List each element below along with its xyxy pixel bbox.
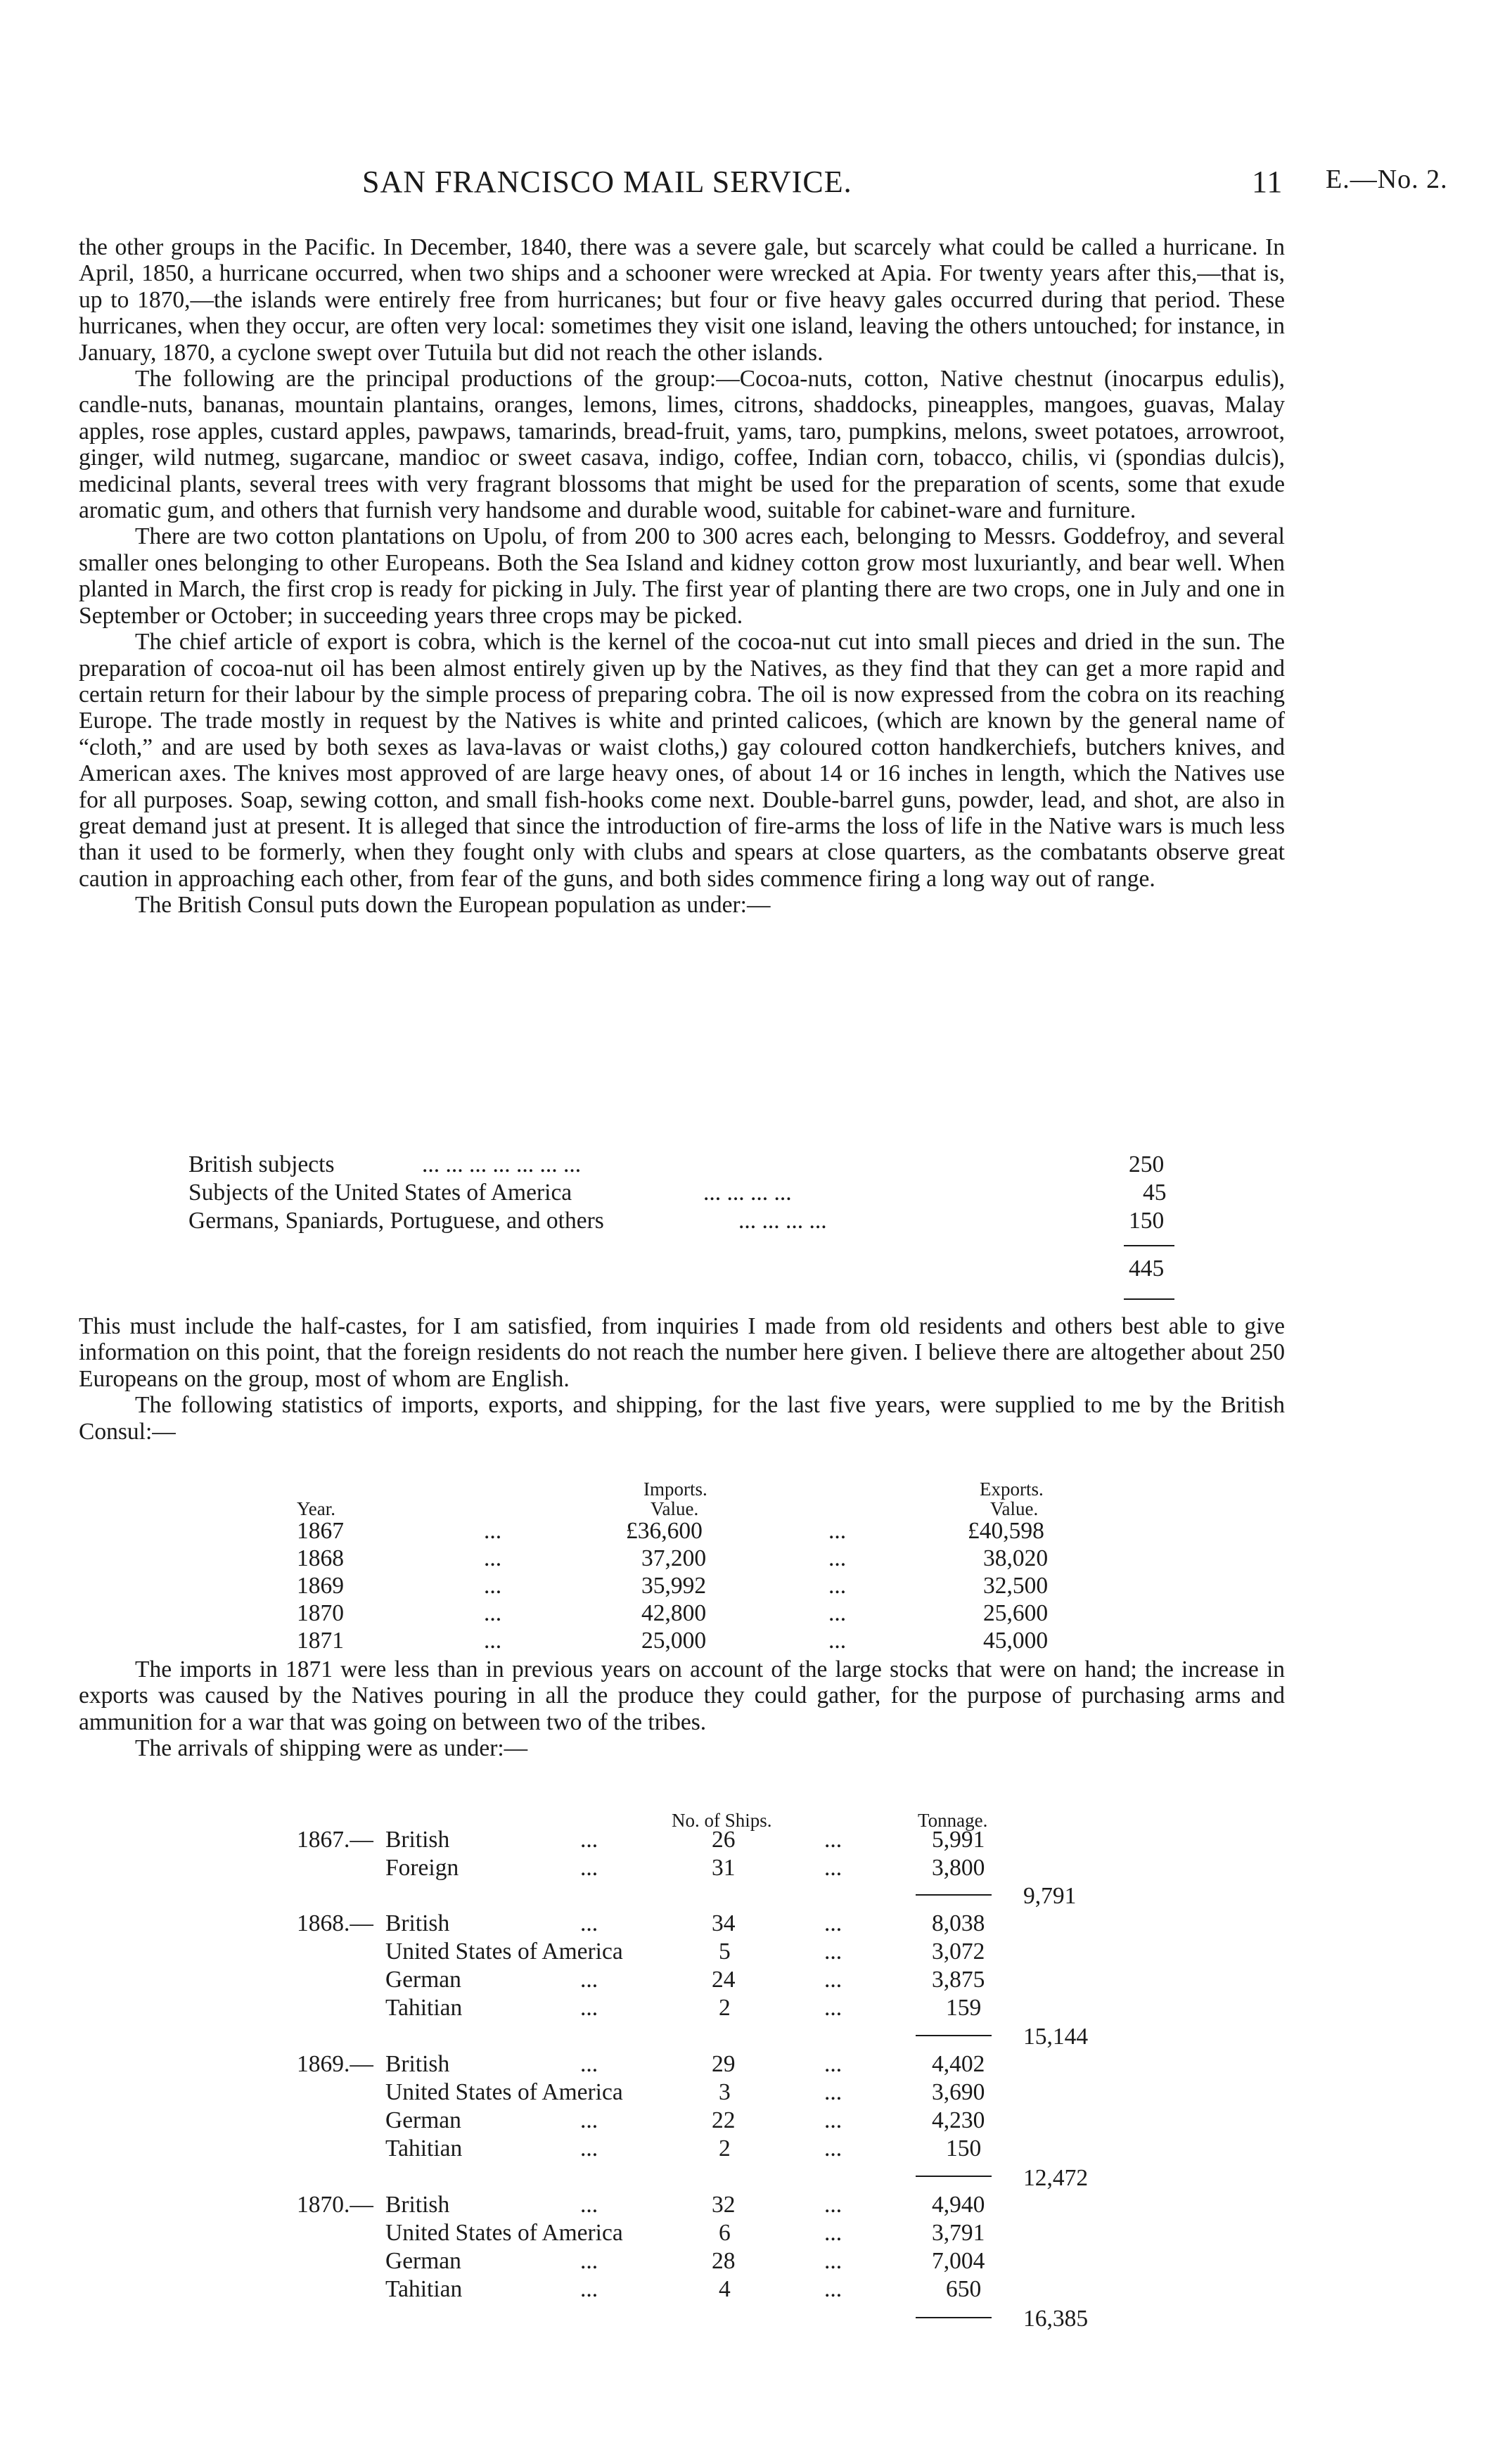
leader-dots: ... [824, 1910, 843, 1936]
rule [916, 2176, 992, 2177]
shipping-ships: 29 [712, 2051, 736, 2077]
leader-dots: ... [824, 2220, 843, 2246]
rule [1124, 1245, 1174, 1246]
shipping-year-total: 16,385 [1023, 2306, 1089, 2332]
leader-dots: ... [484, 1628, 502, 1654]
column-header: Value. [651, 1498, 699, 1519]
shipping-tonnage: 159 [946, 1995, 982, 2021]
trade-exports: 25,600 [983, 1600, 1049, 1626]
leader-dots: ... [580, 2276, 598, 2302]
shipping-tonnage: 650 [946, 2276, 982, 2302]
leader-dots: ... [828, 1628, 847, 1654]
trade-imports: 25,000 [641, 1628, 707, 1654]
column-header: Tonnage. [918, 1810, 988, 1831]
shipping-ships: 26 [712, 1827, 736, 1853]
population-label: Germans, Spaniards, Portuguese, and others [188, 1208, 604, 1234]
rule [916, 2035, 992, 2036]
leader-dots: ... [580, 1995, 598, 2021]
leader-dots: ... [484, 1573, 502, 1599]
leader-dots: ... [824, 2051, 843, 2077]
trade-year: 1868 [297, 1545, 344, 1571]
leader-dots: ... ... ... ... ... ... ... [422, 1151, 582, 1177]
shipping-year: 1870.— [297, 2192, 373, 2218]
trade-exports: 38,020 [983, 1545, 1049, 1571]
shipping-tonnage: 4,402 [932, 2051, 985, 2077]
leader-dots: ... [824, 2276, 843, 2302]
trade-year: 1870 [297, 1600, 344, 1626]
shipping-tonnage: 3,800 [932, 1855, 985, 1881]
shipping-flag: Tahitian [385, 2276, 463, 2302]
column-header: No. of Ships. [672, 1810, 772, 1831]
paragraph: The following are the principal productions of the group:—Cocoa-nuts, cotton, Native chestnut (inocarpus edulis), candle-nuts, bananas, mountain plantains, oranges, lemons, limes, citrons, shaddocks, pineapples, mangoes, guavas, Malay apples, rose apples, custard apples, pawpaws, tamarinds, bread-fruit, yams, taro, pumpkins, melons, sweet potatoes, arrowroot, ginger, wild nutmeg, sugarcane, mandioc or sweet casava, indigo, coffee, Indian corn, tobacco, chilis, vi (spondias dulcis), medicinal plants, several trees with very fragrant blossoms that might be used for the preparation of scents, some that exude aromatic gum, and others that furnish very handsome and durable wood, suitable for cabinet-ware and furniture. [79, 366, 1285, 524]
shipping-ships: 6 [719, 2220, 731, 2246]
shipping-ships: 24 [712, 1967, 736, 1993]
shipping-ships: 32 [712, 2192, 736, 2218]
shipping-tonnage: 3,690 [932, 2079, 985, 2105]
shipping-flag: German [385, 2107, 461, 2133]
leader-dots: ... [824, 2079, 843, 2105]
leader-dots: ... [824, 1995, 843, 2021]
paragraph: the other groups in the Pacific. In December, 1840, there was a severe gale, but scarcely what could be called a hurricane. In April, 1850, a hurricane occurred, when two ships and a schooner were wrecked at Apia. For twenty years after this,—that is, up to 1870,—the islands were entirely free from hurricanes; but four or five heavy gales occurred during that period. These hurricanes, when they occur, are often very local: sometimes they visit one island, leaving the others untouched; for instance, in January, 1870, a cyclone swept over Tutuila but did not reach the other islands. [79, 234, 1285, 366]
shipping-year-total: 9,791 [1023, 1883, 1077, 1909]
rule [916, 2317, 992, 2318]
leader-dots: ... [824, 1967, 843, 1993]
leader-dots: ... [580, 1855, 598, 1881]
text-block-3 [79, 1656, 1285, 1762]
shipping-tonnage: 4,940 [932, 2192, 985, 2218]
leader-dots: ... [828, 1518, 847, 1544]
column-header: Year. [297, 1498, 336, 1519]
shipping-flag: United States of America [385, 2079, 623, 2105]
page-number: 11 [1252, 165, 1283, 199]
running-title: SAN FRANCISCO MAIL SERVICE. [362, 165, 852, 199]
shipping-tonnage: 3,791 [932, 2220, 985, 2246]
shipping-flag: United States of America [385, 2220, 623, 2246]
leader-dots: ... [580, 2051, 598, 2077]
shipping-year-total: 15,144 [1023, 2024, 1089, 2050]
population-total: 445 [1129, 1256, 1165, 1282]
leader-dots: ... [824, 1855, 843, 1881]
leader-dots: ... [828, 1545, 847, 1571]
trade-year: 1869 [297, 1573, 344, 1599]
leader-dots: ... [824, 1939, 843, 1965]
leader-dots: ... [580, 2107, 598, 2133]
rule [916, 1894, 992, 1896]
shipping-tonnage: 8,038 [932, 1910, 985, 1936]
column-header: Value. [990, 1498, 1039, 1519]
shipping-tonnage: 3,072 [932, 1939, 985, 1965]
shipping-ships: 2 [719, 2135, 731, 2161]
shipping-year-total: 12,472 [1023, 2165, 1089, 2191]
shipping-ships: 22 [712, 2107, 736, 2133]
leader-dots: ... [580, 1827, 598, 1853]
shipping-ships: 2 [719, 1995, 731, 2021]
trade-year: 1871 [297, 1628, 344, 1654]
shipping-flag: German [385, 2248, 461, 2274]
trade-imports: 35,992 [641, 1573, 707, 1599]
population-label: Subjects of the United States of America [188, 1180, 572, 1206]
shipping-ships: 4 [719, 2276, 731, 2302]
leader-dots: ... [580, 2248, 598, 2274]
trade-imports: 37,200 [641, 1545, 707, 1571]
column-header: Imports. [643, 1478, 707, 1500]
shipping-flag: British [385, 1827, 450, 1853]
text-block-1 [79, 234, 1285, 919]
shipping-year: 1867.— [297, 1827, 373, 1853]
leader-dots: ... [484, 1518, 502, 1544]
shipping-tonnage: 5,991 [932, 1827, 985, 1853]
leader-dots: ... ... ... ... [703, 1180, 792, 1206]
paragraph: The arrivals of shipping were as under:— [135, 1735, 528, 1762]
paragraph: The following statistics of imports, exports, and shipping, for the last five years, were supplied to me by the British Consul:— [79, 1392, 1285, 1445]
shipping-tonnage: 150 [946, 2135, 982, 2161]
leader-dots: ... [824, 2135, 843, 2161]
shipping-flag: United States of America [385, 1939, 623, 1965]
shipping-ships: 28 [712, 2248, 736, 2274]
leader-dots: ... [824, 2107, 843, 2133]
leader-dots: ... [484, 1545, 502, 1571]
trade-exports: 45,000 [983, 1628, 1049, 1654]
rule [1124, 1298, 1174, 1300]
shipping-tonnage: 4,230 [932, 2107, 985, 2133]
shipping-ships: 3 [719, 2079, 731, 2105]
leader-dots: ... [824, 2192, 843, 2218]
shipping-ships: 5 [719, 1939, 731, 1965]
trade-exports: 32,500 [983, 1573, 1049, 1599]
paragraph: The British Consul puts down the European population as under:— [135, 892, 771, 919]
leader-dots: ... [824, 2248, 843, 2274]
shipping-flag: Foreign [385, 1855, 459, 1881]
leader-dots: ... [824, 1827, 843, 1853]
leader-dots: ... [580, 1967, 598, 1993]
population-value: 150 [1129, 1208, 1165, 1234]
population-label: British subjects [188, 1151, 335, 1177]
text-block-2 [79, 1313, 1285, 1445]
shipping-year: 1869.— [297, 2051, 373, 2077]
document-reference: E.—No. 2. [1326, 165, 1448, 194]
population-value: 250 [1129, 1151, 1165, 1177]
trade-exports: £40,598 [968, 1518, 1044, 1544]
shipping-year: 1868.— [297, 1910, 373, 1936]
leader-dots: ... [828, 1600, 847, 1626]
paragraph: The chief article of export is cobra, which is the kernel of the cocoa-nut cut into small pieces and dried in the sun. The preparation of cocoa-nut oil has been almost entirely given up by the Natives, as they find that they can get a more rapid and certain return for their labour by the simple process of preparing cobra. The oil is now expressed from the cobra on its reaching Europe. The trade mostly in request by the Natives is white and printed calicoes, (which are known by the general name of “cloth,” and are used by both sexes as lava-lavas or waist cloths,) gay coloured cotton handkerchiefs, butchers knives, and American axes. The knives most approved of are large heavy ones, of about 14 or 16 inches in length, which the Natives use for all purposes. Soap, sewing cotton, and small fish-hooks come next. Double-barrel guns, powder, lead, and shot, are also in great demand just at present. It is alleged that since the introduction of fire-arms the loss of life in the Native wars is much less than it used to be formerly, when they fought only with clubs and spears at close quarters, as the combatants observe great caution in approaching each other, from fear of the guns, and both sides commence firing a long way out of range. [79, 629, 1285, 892]
leader-dots: ... [580, 1910, 598, 1936]
shipping-flag: British [385, 1910, 450, 1936]
shipping-ships: 34 [712, 1910, 736, 1936]
paragraph: This must include the half-castes, for I am satisfied, from inquiries I made from old residents and others best able to give information on this point, that the foreign residents do not reach the number here given. I believe there are altogether about 250 Europeans on the group, most of whom are English. [79, 1313, 1285, 1392]
column-header: Exports. [980, 1478, 1044, 1500]
shipping-flag: British [385, 2051, 450, 2077]
shipping-flag: Tahitian [385, 2135, 463, 2161]
population-value: 45 [1143, 1180, 1167, 1206]
leader-dots: ... [580, 2192, 598, 2218]
leader-dots: ... [484, 1600, 502, 1626]
shipping-tonnage: 3,875 [932, 1967, 985, 1993]
shipping-tonnage: 7,004 [932, 2248, 985, 2274]
shipping-flag: British [385, 2192, 450, 2218]
shipping-flag: Tahitian [385, 1995, 463, 2021]
shipping-flag: German [385, 1967, 461, 1993]
leader-dots: ... ... ... ... [738, 1208, 827, 1234]
trade-imports: 42,800 [641, 1600, 707, 1626]
trade-imports: £36,600 [626, 1518, 703, 1544]
leader-dots: ... [580, 2135, 598, 2161]
paragraph: The imports in 1871 were less than in previous years on account of the large stocks that were on hand; the increase in exports was caused by the Natives pouring in all the produce they could gather, for the purpose of purchasing arms and ammunition for a war that was going on between two of the tribes. [79, 1656, 1285, 1735]
shipping-ships: 31 [712, 1855, 736, 1881]
trade-year: 1867 [297, 1518, 344, 1544]
leader-dots: ... [828, 1573, 847, 1599]
paragraph: There are two cotton plantations on Upolu, of from 200 to 300 acres each, belonging to Messrs. Goddefroy, and several smaller ones belonging to other Europeans. Both the Sea Island and kidney cotton grow most luxuriantly, and bear well. When planted in March, the first crop is ready for picking in July. The first year of planting there are two crops, one in July and one in September or October; in succeeding years three crops may be picked. [79, 523, 1285, 629]
